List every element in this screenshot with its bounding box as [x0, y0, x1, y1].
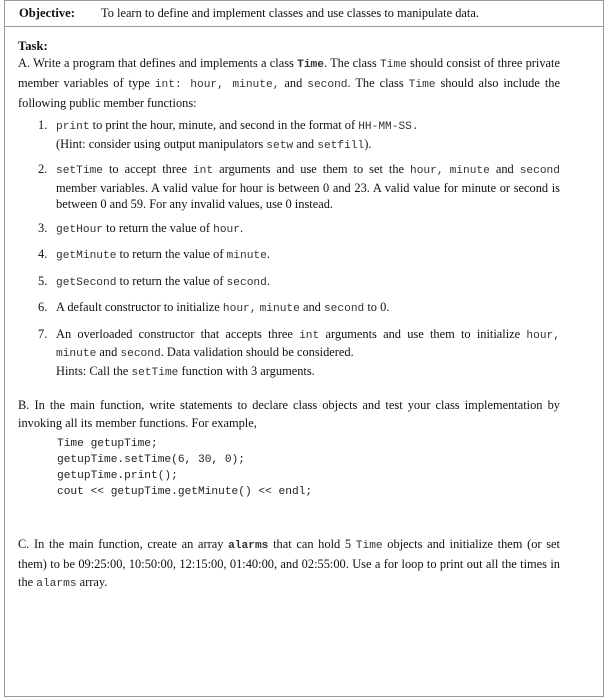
text: objects and initialize them (or set them) to be 09:25:00, 10:50:00, 12:15:00, 01:40:00, and 02:55:00. Use a for loop to print out all the times in the: [18, 537, 560, 589]
text: function with 3 arguments.: [178, 363, 315, 378]
code-term: setTime: [56, 165, 103, 177]
part-c-paragraph: [18, 535, 560, 593]
text: should also include the following public member functions:: [18, 76, 560, 110]
code-term: print: [56, 121, 90, 133]
code-term: hour: [213, 223, 240, 236]
text: A. Write a program that defines and implements a class: [18, 56, 298, 70]
list-item: [38, 326, 560, 382]
code-term: Time: [297, 59, 324, 71]
text: and: [279, 76, 308, 90]
item-number: 6.: [38, 300, 48, 314]
text: .: [266, 273, 270, 288]
code-term: setfill: [317, 139, 365, 152]
text: . The class: [347, 76, 409, 90]
text: ).: [364, 136, 372, 151]
code-term: hour,: [410, 165, 444, 177]
text: and: [489, 162, 520, 176]
code-term: setTime: [131, 366, 179, 379]
code-term: HH-MM-SS.: [358, 121, 419, 133]
code-term: int: [192, 165, 214, 177]
text: to return the value of: [116, 273, 227, 288]
task-label: Task:: [18, 39, 48, 53]
text: C. In the main function, create an array: [18, 537, 229, 551]
objective-row: [4, 0, 604, 27]
text: arguments and use them to set the: [213, 162, 410, 176]
item-number: 3.: [38, 220, 48, 235]
list-item: [38, 220, 560, 239]
code-term: Time: [408, 79, 436, 91]
part-a-paragraph: [18, 54, 560, 112]
text: should consist of three private member variables of type: [18, 56, 560, 90]
text: and: [293, 136, 318, 151]
code-term: alarms: [228, 540, 269, 552]
code-term: getHour: [56, 223, 103, 236]
list-item: [38, 117, 560, 154]
code-line: Time getupTime;: [57, 438, 158, 450]
item-number: 4.: [38, 247, 48, 261]
code-term: second: [323, 303, 365, 315]
code-term: minute: [226, 250, 267, 262]
code-term: hour,: [526, 329, 560, 342]
text: to accept three: [103, 162, 193, 176]
text: that can hold 5: [268, 537, 356, 551]
code-term: setw: [266, 139, 294, 152]
code-term: alarms: [36, 578, 77, 590]
text: array.: [76, 575, 108, 589]
code-term: minute: [259, 303, 300, 315]
part-b-paragraph: B. In the main function, write statements to declare class objects and test your class implementation by invoking all its member functions. For example,: [18, 398, 560, 430]
objective-text: To learn to define and implement classes and use classes to manipulate data.: [101, 6, 479, 20]
text: to return the value of: [116, 247, 227, 261]
text: to return the value of: [103, 220, 214, 235]
code-line: getupTime.print();: [57, 470, 178, 482]
code-term: int: hour, minute,: [154, 79, 280, 91]
code-term: getSecond: [56, 276, 117, 289]
text: member variables. A valid value for hour is between 0 and 23. A valid value for minute or second is between 0 and 59. For any invalid values, use 0 instead.: [56, 180, 560, 211]
text: .: [266, 247, 270, 261]
list-item: [38, 299, 560, 318]
code-example: [57, 436, 312, 500]
text: . The class: [323, 56, 380, 70]
text: An overloaded constructor that accepts three: [56, 326, 300, 341]
item-number: 1.: [38, 118, 48, 132]
list-item: [38, 273, 560, 292]
text: .: [239, 220, 244, 235]
text: . Data validation should be considered.: [160, 345, 354, 359]
code-term: Time: [355, 540, 383, 552]
list-item: [38, 246, 560, 265]
code-term: Time: [379, 59, 407, 71]
code-term: second: [519, 165, 560, 177]
list-item: [38, 161, 560, 213]
item-number: 7.: [38, 326, 48, 341]
code-term: getMinute: [56, 250, 117, 262]
code-term: minute: [449, 165, 490, 177]
code-term: second: [226, 276, 267, 289]
item-number: 2.: [38, 162, 48, 176]
code-term: second: [120, 348, 161, 360]
code-term: second: [307, 79, 348, 91]
text: to 0.: [364, 300, 390, 314]
code-line: cout << getupTime.getMinute() << endl;: [57, 486, 313, 498]
member-function-list: [38, 117, 560, 381]
text: A default constructor to initialize: [56, 300, 223, 314]
code-term: int: [299, 329, 320, 342]
text: (Hint: consider using output manipulators: [56, 136, 267, 151]
text: to print the hour, minute, and second in the format of: [89, 118, 359, 132]
text: arguments and use them to initialize: [319, 326, 527, 341]
item-number: 5.: [38, 273, 48, 288]
code-term: minute: [56, 348, 97, 360]
text: and: [299, 300, 324, 314]
text: and: [96, 345, 121, 359]
text: Hints: Call the: [56, 363, 132, 378]
code-line: getupTime.setTime(6, 30, 0);: [57, 454, 245, 466]
code-term: hour,: [222, 303, 257, 315]
objective-label: Objective:: [19, 6, 75, 20]
